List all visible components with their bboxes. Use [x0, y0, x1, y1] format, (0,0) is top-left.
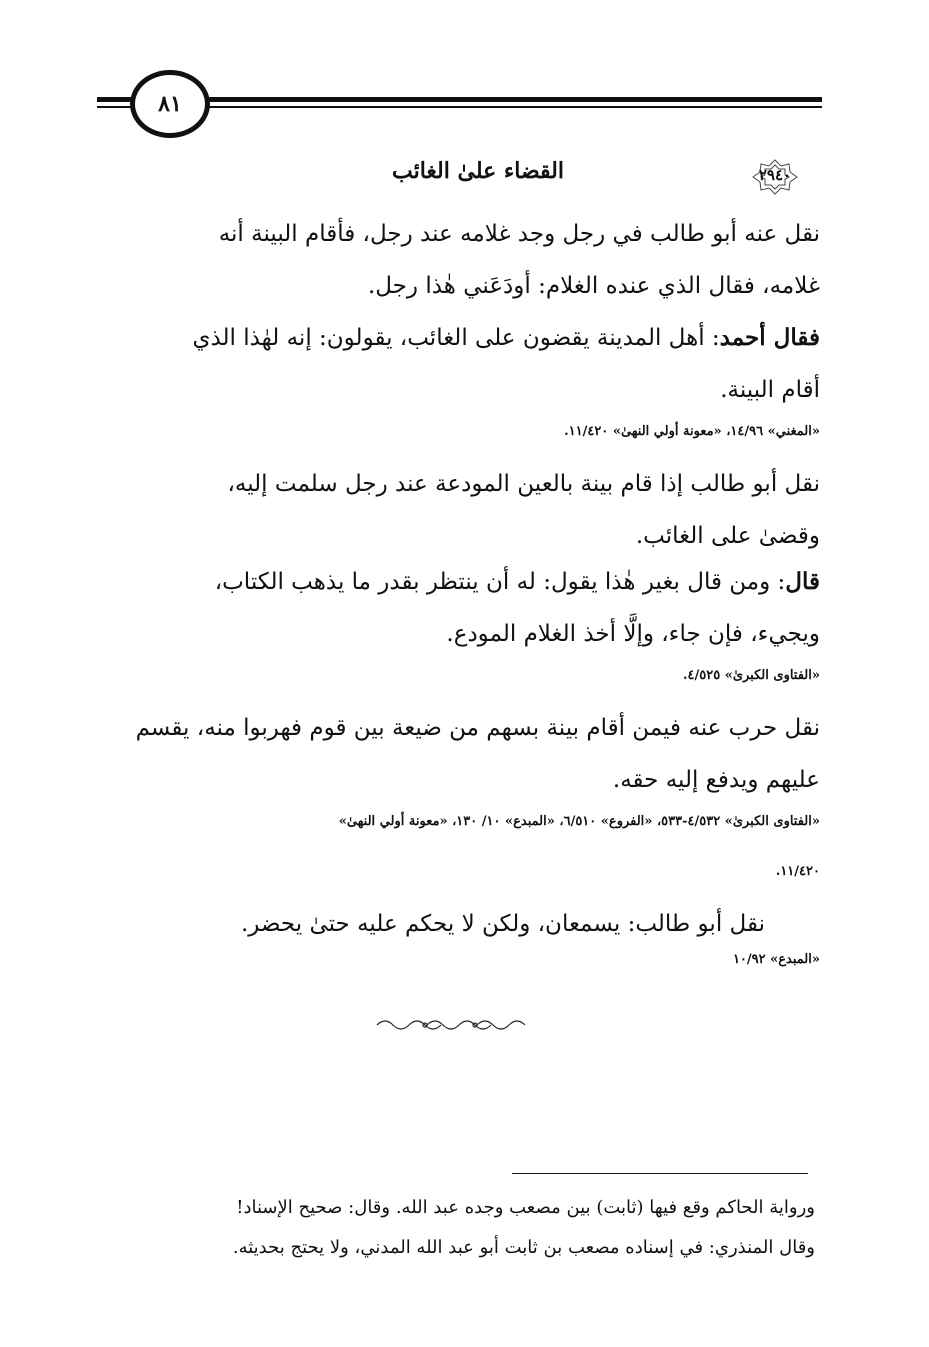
section-heading [340, 158, 800, 198]
page-number [130, 70, 210, 138]
footnote-line-1: ورواية الحاكم وقع فيها (ثابت) بين مصعب وجده عبد الله. وقال: صحيح الإسناد! [236, 1197, 815, 1218]
footnotes [90, 1188, 815, 1268]
paragraph-4-line-1-text: : ومن قال بغير هٰذا يقول: له أن ينتظر بقدر ما يذهب الكتاب، [214, 569, 786, 595]
paragraph-1-line-2: غلامه، فقال الذي عنده الغلام: أودَعَني هٰذا رجل. [367, 273, 820, 299]
paragraph-2-line-2: أقام البينة. [720, 377, 820, 403]
paragraph-1 [95, 208, 820, 312]
section-title: القضاء علىٰ الغائب [392, 158, 564, 184]
paragraph-4-line-2: ويجيء، فإن جاء، وإلَّا أخذ الغلام المودع. [446, 621, 820, 647]
footnote-separator [512, 1173, 808, 1174]
paragraph-2 [95, 312, 820, 416]
speaker-label: فقال أحمد [719, 324, 820, 351]
paragraph-6-line-1: نقل أبو طالب: يسمعان، ولكن لا يحكم عليه حتىٰ يحضر. [240, 911, 765, 937]
paragraph-2-line-1-text: : أهل المدينة يقضون على الغائب، يقولون: إنه لهٰذا الذي [192, 325, 720, 351]
page-number-text: ٨١ [158, 91, 182, 117]
paragraph-2-line-1 [95, 312, 820, 364]
ornament-divider-icon [375, 1016, 530, 1034]
paragraph-3-line-2: وقضىٰ على الغائب. [635, 523, 820, 549]
paragraph-5-line-1: نقل حرب عنه فيمن أقام بينة بسهم من ضيعة بين قوم فهربوا منه، يقسم [135, 715, 820, 741]
paragraph-5-line-2: عليهم ويدفع إليه حقه. [612, 767, 820, 793]
section-number-badge [750, 158, 800, 196]
footnote-line-2: وقال المنذري: في إسناده مصعب بن ثابت أبو عبد الله المدني، ولا يحتج بحديثه. [232, 1237, 815, 1258]
reference-2: «الفتاوى الكبرىٰ» ٤/٥٢٥. [682, 668, 820, 683]
paragraph-3 [95, 458, 820, 562]
reference-3-line-2: ١١/٤٢٠. [775, 864, 820, 879]
paragraph-4 [95, 556, 820, 660]
paragraph-5 [95, 702, 820, 806]
paragraph-4-line-1 [95, 556, 820, 608]
reference-4: «المبدع» ١٠/٩٢ [732, 952, 820, 967]
reference-3-line-1: «الفتاوى الكبرىٰ» ٤/٥٣٢-٥٣٣، «الفروع» ٦/٥١٠، «المبدع» ١٠/ ١٣٠، «معونة أولي النهىٰ» [338, 814, 820, 829]
reference-1: «المغني» ١٤/٩٦، «معونة أولي النهىٰ» ١١/٤٢٠. [564, 424, 820, 439]
paragraph-3-line-1: نقل أبو طالب إذا قام بينة بالعين المودعة عند رجل سلمت إليه، [227, 471, 820, 497]
paragraph-1-line-1: نقل عنه أبو طالب في رجل وجد غلامه عند رجل، فأقام البينة أنه [218, 221, 820, 247]
section-number: ٢٩٤٠ [758, 166, 792, 184]
reference-3 [95, 802, 820, 892]
speaker-label: قال [785, 568, 820, 595]
